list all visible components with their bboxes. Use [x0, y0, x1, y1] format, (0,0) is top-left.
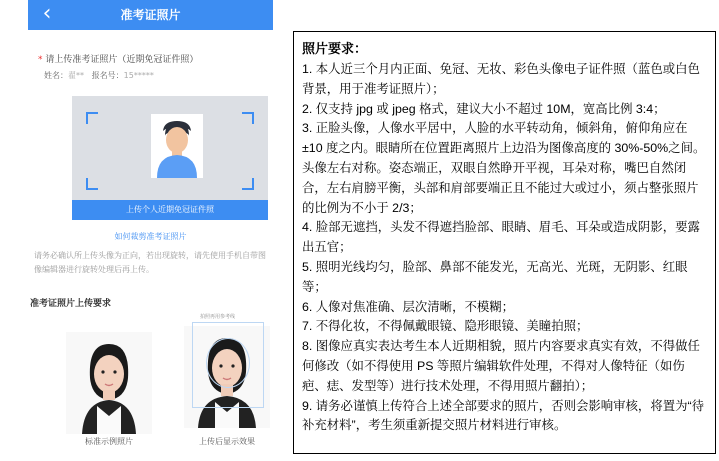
- how-to-crop-link[interactable]: 如何裁剪准考证照片: [114, 232, 187, 241]
- requirements-list: [302, 60, 707, 436]
- candidate-info: [44, 70, 154, 81]
- requirement-item: 4. 脸部无遮挡，头发不得遮挡脸部、眼睛、眉毛、耳朵或造成阴影，要露出五官；: [302, 220, 700, 255]
- upload-photo-button[interactable]: 上传个人近期免冠证件照: [72, 200, 268, 220]
- frame-corner: [86, 178, 98, 190]
- requirement-item: 8. 图像应真实表达考生本人近期相貌，照片内容要求真实有效，不得做任何修改（如不得使用 PS 等照片编辑软件处理，不得对人像特征（如伤疤、痣、发型等）进行技术处理，不得用照片翻拍）；: [302, 339, 700, 393]
- standard-sample-photo: [66, 332, 152, 434]
- photo-requirements-panel: [293, 31, 716, 454]
- top-bar: [28, 0, 273, 30]
- upload-result-caption: 上传后显示效果: [199, 437, 255, 446]
- page-title: 准考证照片: [120, 8, 181, 22]
- required-marker: *: [38, 55, 43, 65]
- requirement-item: 9. 请务必谨慎上传符合上述全部要求的照片，否则会影响审核，将置为“待补充材料”，考生须重新提交照片材料进行审核。: [302, 398, 705, 433]
- upload-prompt: [38, 52, 198, 65]
- reference-guide-face: [206, 338, 250, 388]
- avatar-body: [157, 155, 197, 178]
- upload-prompt-text: 请上传准考证照片（近期免冠证件照）: [45, 55, 199, 65]
- requirement-item: 6. 人像对焦准确、层次清晰，不模糊；: [302, 299, 515, 314]
- requirement-item: 2. 仅支持 jpg 或 jpeg 格式，建议大小不超过 10M，宽高比例 3:4；: [302, 101, 666, 116]
- reference-line-caption: 拍照再用参考线: [200, 314, 236, 320]
- frame-corner: [242, 178, 254, 190]
- avatar-face: [166, 127, 188, 153]
- regno-label: 报名号：: [91, 71, 124, 80]
- name-label: 姓名：: [44, 71, 68, 80]
- regno-value: 15*****: [123, 71, 154, 80]
- section-title: 准考证照片上传要求: [30, 299, 112, 309]
- name-value: 翟**: [68, 71, 84, 80]
- person-avatar-icon: [151, 114, 203, 178]
- requirement-item: 5. 照明光线均匀，脸部、鼻部不能发光，无高光、光斑，无阴影、红眼等；: [302, 259, 688, 294]
- requirement-item: 3. 正脸头像，人像水平居中，人脸的水平转动角，倾斜角，俯仰角应在±10 度之内。眼睛所在位置距离照片上边沿为图像高度的 30%-50%之间。头像左右对称。姿态端正，双眼自然睁开平视，耳朵对称，嘴巴自然闭合，左右肩膀平衡，头部和肩部要端正且不能过大或过小，须占整张照片的比例为不小于 2/3；: [302, 121, 706, 215]
- requirement-item: 7. 不得化妆，不得佩戴眼镜、隐形眼镜、美瞳拍照；: [302, 319, 589, 334]
- requirement-item: 1. 本人近三个月内正面、免冠、无妆、彩色头像电子证件照（蓝色或白色背景，用于准考证照片）；: [302, 62, 700, 96]
- standard-sample-caption: 标准示例照片: [85, 437, 133, 446]
- back-icon[interactable]: ‹: [42, 1, 52, 26]
- frame-corner: [86, 112, 98, 124]
- rotation-note: 请务必确认所上传头像为正向，若出现旋转，请先使用手机自带图像编辑器进行旋转处理后再上传。: [34, 251, 266, 274]
- requirements-heading: 照片要求：: [302, 41, 368, 56]
- mobile-app-screen: [28, 0, 273, 461]
- frame-corner: [242, 112, 254, 124]
